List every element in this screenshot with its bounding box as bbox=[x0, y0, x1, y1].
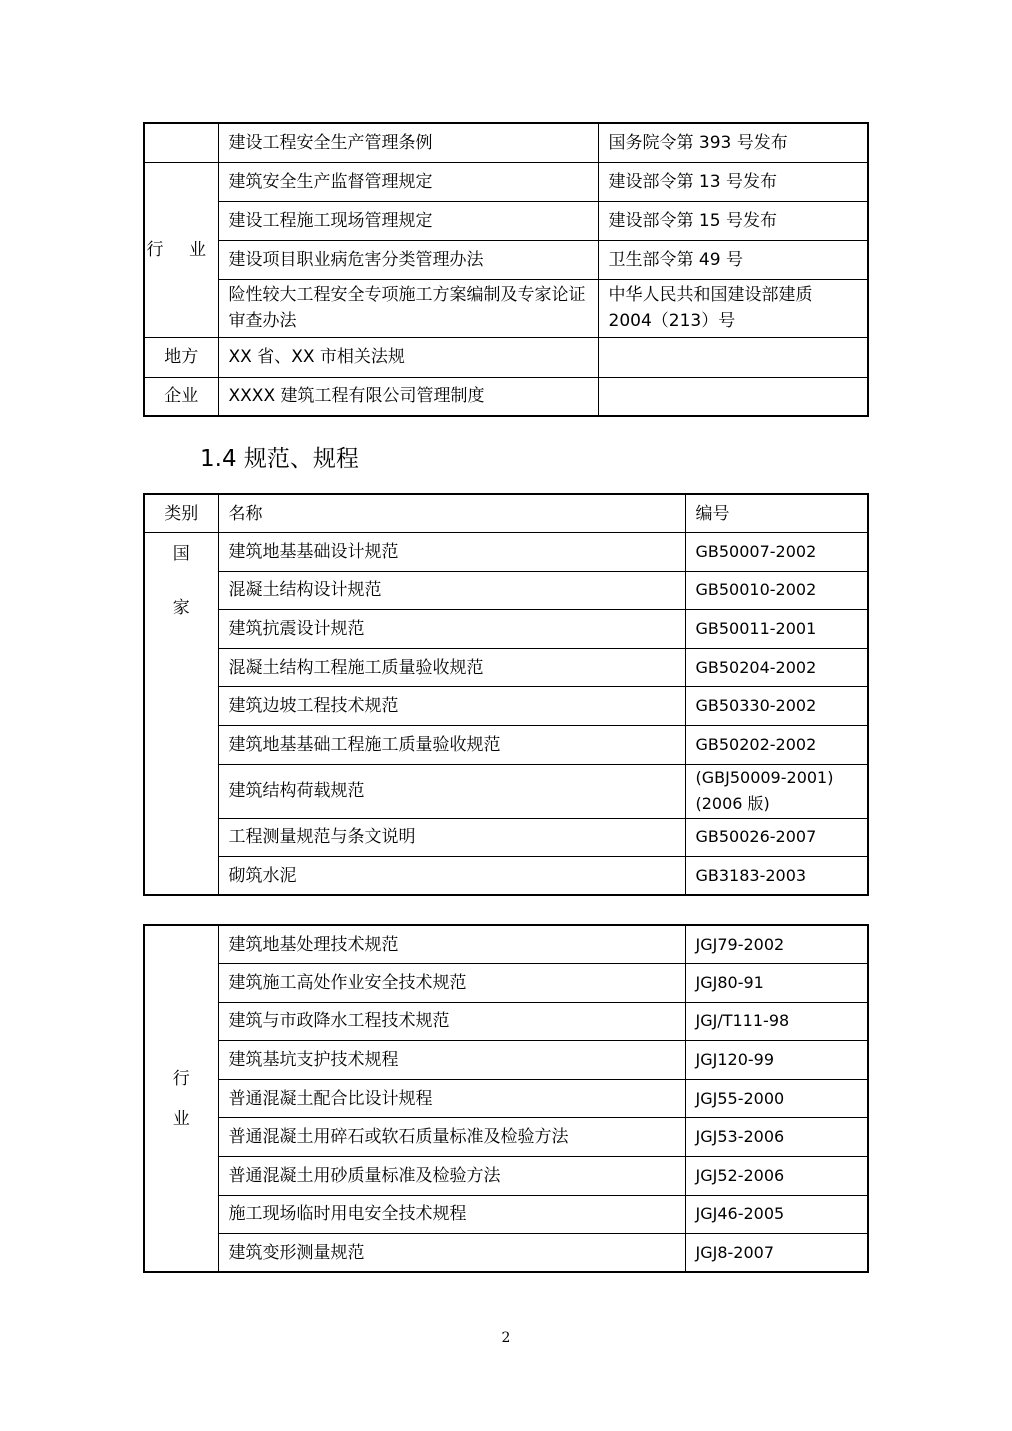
table-row bbox=[144, 610, 868, 649]
regulation-ref bbox=[598, 337, 868, 377]
standard-code: JGJ46-2005 bbox=[685, 1195, 868, 1234]
table-row bbox=[144, 764, 868, 818]
table-row bbox=[144, 687, 868, 726]
table-row bbox=[144, 648, 868, 687]
regulation-ref: 中华人民共和国建设部建质 2004（213）号 bbox=[598, 279, 868, 337]
category-cell bbox=[144, 377, 218, 416]
standard-name: 施工现场临时用电安全技术规程 bbox=[218, 1195, 685, 1234]
regulation-ref: 建设部令第 13 号发布 bbox=[598, 162, 868, 201]
category-cell bbox=[144, 337, 218, 377]
category-label: 企业 bbox=[164, 386, 199, 407]
table-row bbox=[144, 1041, 868, 1080]
regulation-name: 建设项目职业病危害分类管理办法 bbox=[218, 240, 598, 279]
standard-name: 建筑地基基础设计规范 bbox=[218, 533, 685, 572]
regulation-name: 建设工程施工现场管理规定 bbox=[218, 201, 598, 240]
standard-name: 建筑结构荷载规范 bbox=[218, 764, 685, 818]
national-standards-table bbox=[143, 493, 869, 896]
table-row bbox=[144, 533, 868, 572]
category-cell bbox=[144, 162, 218, 337]
standard-name: 建筑抗震设计规范 bbox=[218, 610, 685, 649]
regulation-name: 险性较大工程安全专项施工方案编制及专家论证审查办法 bbox=[218, 279, 598, 337]
table-row bbox=[144, 377, 868, 416]
table-row bbox=[144, 201, 868, 240]
standard-name: 建筑地基基础工程施工质量验收规范 bbox=[218, 726, 685, 765]
standard-name: 砌筑水泥 bbox=[218, 857, 685, 896]
table-row bbox=[144, 1079, 868, 1118]
table-row bbox=[144, 1157, 868, 1196]
category-label: 行 业 bbox=[146, 239, 216, 260]
category-cell bbox=[144, 925, 218, 1272]
standard-code: JGJ/T111-98 bbox=[685, 1002, 868, 1041]
regulation-name: 建设工程安全生产管理条例 bbox=[218, 123, 598, 162]
table-row bbox=[144, 1234, 868, 1273]
standard-code: GB50204-2002 bbox=[685, 648, 868, 687]
table-row bbox=[144, 857, 868, 896]
standard-name: 普通混凝土用碎石或软石质量标准及检验方法 bbox=[218, 1118, 685, 1157]
category-char: 家 bbox=[172, 598, 190, 619]
table-row bbox=[144, 1195, 868, 1234]
header-code: 编号 bbox=[685, 494, 868, 533]
category-char: 业 bbox=[172, 1108, 190, 1129]
standard-code: JGJ53-2006 bbox=[685, 1118, 868, 1157]
industry-standards-table bbox=[143, 924, 869, 1273]
regulation-ref: 国务院令第 393 号发布 bbox=[598, 123, 868, 162]
regulation-ref bbox=[598, 377, 868, 416]
standard-name: 工程测量规范与条文说明 bbox=[218, 818, 685, 857]
table-row bbox=[144, 279, 868, 337]
table-row bbox=[144, 1118, 868, 1157]
standard-name: 普通混凝土配合比设计规程 bbox=[218, 1079, 685, 1118]
table-row bbox=[144, 123, 868, 162]
standard-code: (GBJ50009-2001)(2006 版) bbox=[685, 764, 868, 818]
standard-code: JGJ52-2006 bbox=[685, 1157, 868, 1196]
standard-code: GB50026-2007 bbox=[685, 818, 868, 857]
table-row bbox=[144, 162, 868, 201]
regulation-name: XXXX 建筑工程有限公司管理制度 bbox=[218, 377, 598, 416]
regulation-name: XX 省、XX 市相关法规 bbox=[218, 337, 598, 377]
category-char: 国 bbox=[172, 544, 190, 565]
table-row bbox=[144, 571, 868, 610]
standard-code: GB3183-2003 bbox=[685, 857, 868, 896]
standard-code: JGJ80-91 bbox=[685, 964, 868, 1003]
table-header-row bbox=[144, 494, 868, 533]
standard-name: 建筑变形测量规范 bbox=[218, 1234, 685, 1273]
standard-name: 建筑基坑支护技术规程 bbox=[218, 1041, 685, 1080]
standard-code: GB50010-2002 bbox=[685, 571, 868, 610]
standard-name: 普通混凝土用砂质量标准及检验方法 bbox=[218, 1157, 685, 1196]
standard-code: JGJ79-2002 bbox=[685, 925, 868, 964]
standard-code: JGJ8-2007 bbox=[685, 1234, 868, 1273]
standard-code: GB50330-2002 bbox=[685, 687, 868, 726]
standard-name: 建筑边坡工程技术规范 bbox=[218, 687, 685, 726]
page-number: 2 bbox=[501, 1330, 511, 1346]
table-row bbox=[144, 240, 868, 279]
category-char: 行 bbox=[172, 1068, 190, 1089]
laws-table bbox=[143, 122, 869, 417]
table-row bbox=[144, 925, 868, 964]
standard-name: 建筑与市政降水工程技术规范 bbox=[218, 1002, 685, 1041]
category-cell bbox=[144, 123, 218, 162]
standard-code: GB50007-2002 bbox=[685, 533, 868, 572]
section-heading: 1.4 规范、规程 bbox=[200, 446, 359, 472]
category-cell bbox=[144, 533, 218, 896]
standard-code: JGJ55-2000 bbox=[685, 1079, 868, 1118]
table-row bbox=[144, 964, 868, 1003]
standard-code: GB50202-2002 bbox=[685, 726, 868, 765]
regulation-ref: 建设部令第 15 号发布 bbox=[598, 201, 868, 240]
table-row bbox=[144, 726, 868, 765]
standard-name: 混凝土结构设计规范 bbox=[218, 571, 685, 610]
header-name: 名称 bbox=[218, 494, 685, 533]
table-row bbox=[144, 1002, 868, 1041]
standard-code: JGJ120-99 bbox=[685, 1041, 868, 1080]
header-category: 类别 bbox=[144, 494, 218, 533]
standard-name: 混凝土结构工程施工质量验收规范 bbox=[218, 648, 685, 687]
regulation-name: 建筑安全生产监督管理规定 bbox=[218, 162, 598, 201]
table-row bbox=[144, 337, 868, 377]
standard-code: GB50011-2001 bbox=[685, 610, 868, 649]
standard-name: 建筑地基处理技术规范 bbox=[218, 925, 685, 964]
regulation-ref: 卫生部令第 49 号 bbox=[598, 240, 868, 279]
table-row bbox=[144, 818, 868, 857]
category-label: 地方 bbox=[164, 347, 199, 367]
standard-name: 建筑施工高处作业安全技术规范 bbox=[218, 964, 685, 1003]
